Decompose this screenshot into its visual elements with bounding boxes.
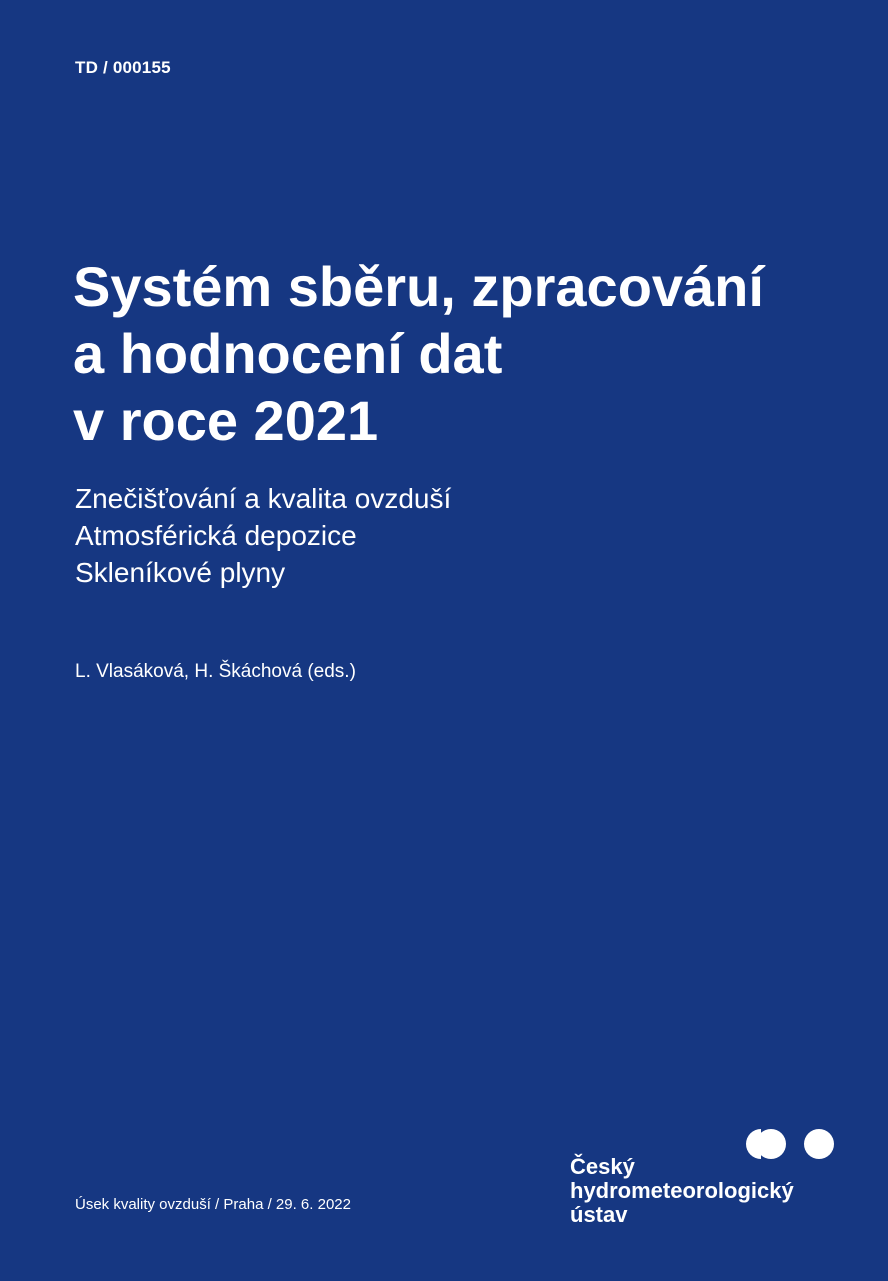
- title-line-2: a hodnocení dat: [73, 322, 503, 385]
- chmi-logo: [570, 1128, 850, 1238]
- subtitle-3: Skleníkové plyny: [75, 557, 286, 588]
- subtitle-list: [75, 480, 451, 591]
- logo-name-line-2: hydrometeorologický: [570, 1178, 794, 1203]
- title-line-1: Systém sběru, zpracování: [73, 255, 764, 318]
- logo-name-line-1: Český: [570, 1154, 635, 1179]
- footer-publication-info: Úsek kvality ovzduší / Praha / 29. 6. 2022: [75, 1196, 351, 1213]
- document-id: TD / 000155: [75, 58, 171, 77]
- subtitle-1: Znečišťování a kvalita ovzduší: [75, 483, 452, 514]
- subtitle-2: Atmosférická depozice: [75, 520, 357, 551]
- logo-name-line-3: ústav: [570, 1202, 628, 1227]
- logo-institution-name: [570, 1155, 794, 1227]
- title-line-3: v roce 2021: [73, 389, 379, 452]
- authors: L. Vlasáková, H. Škáchová (eds.): [75, 661, 356, 682]
- document-title: [73, 253, 863, 454]
